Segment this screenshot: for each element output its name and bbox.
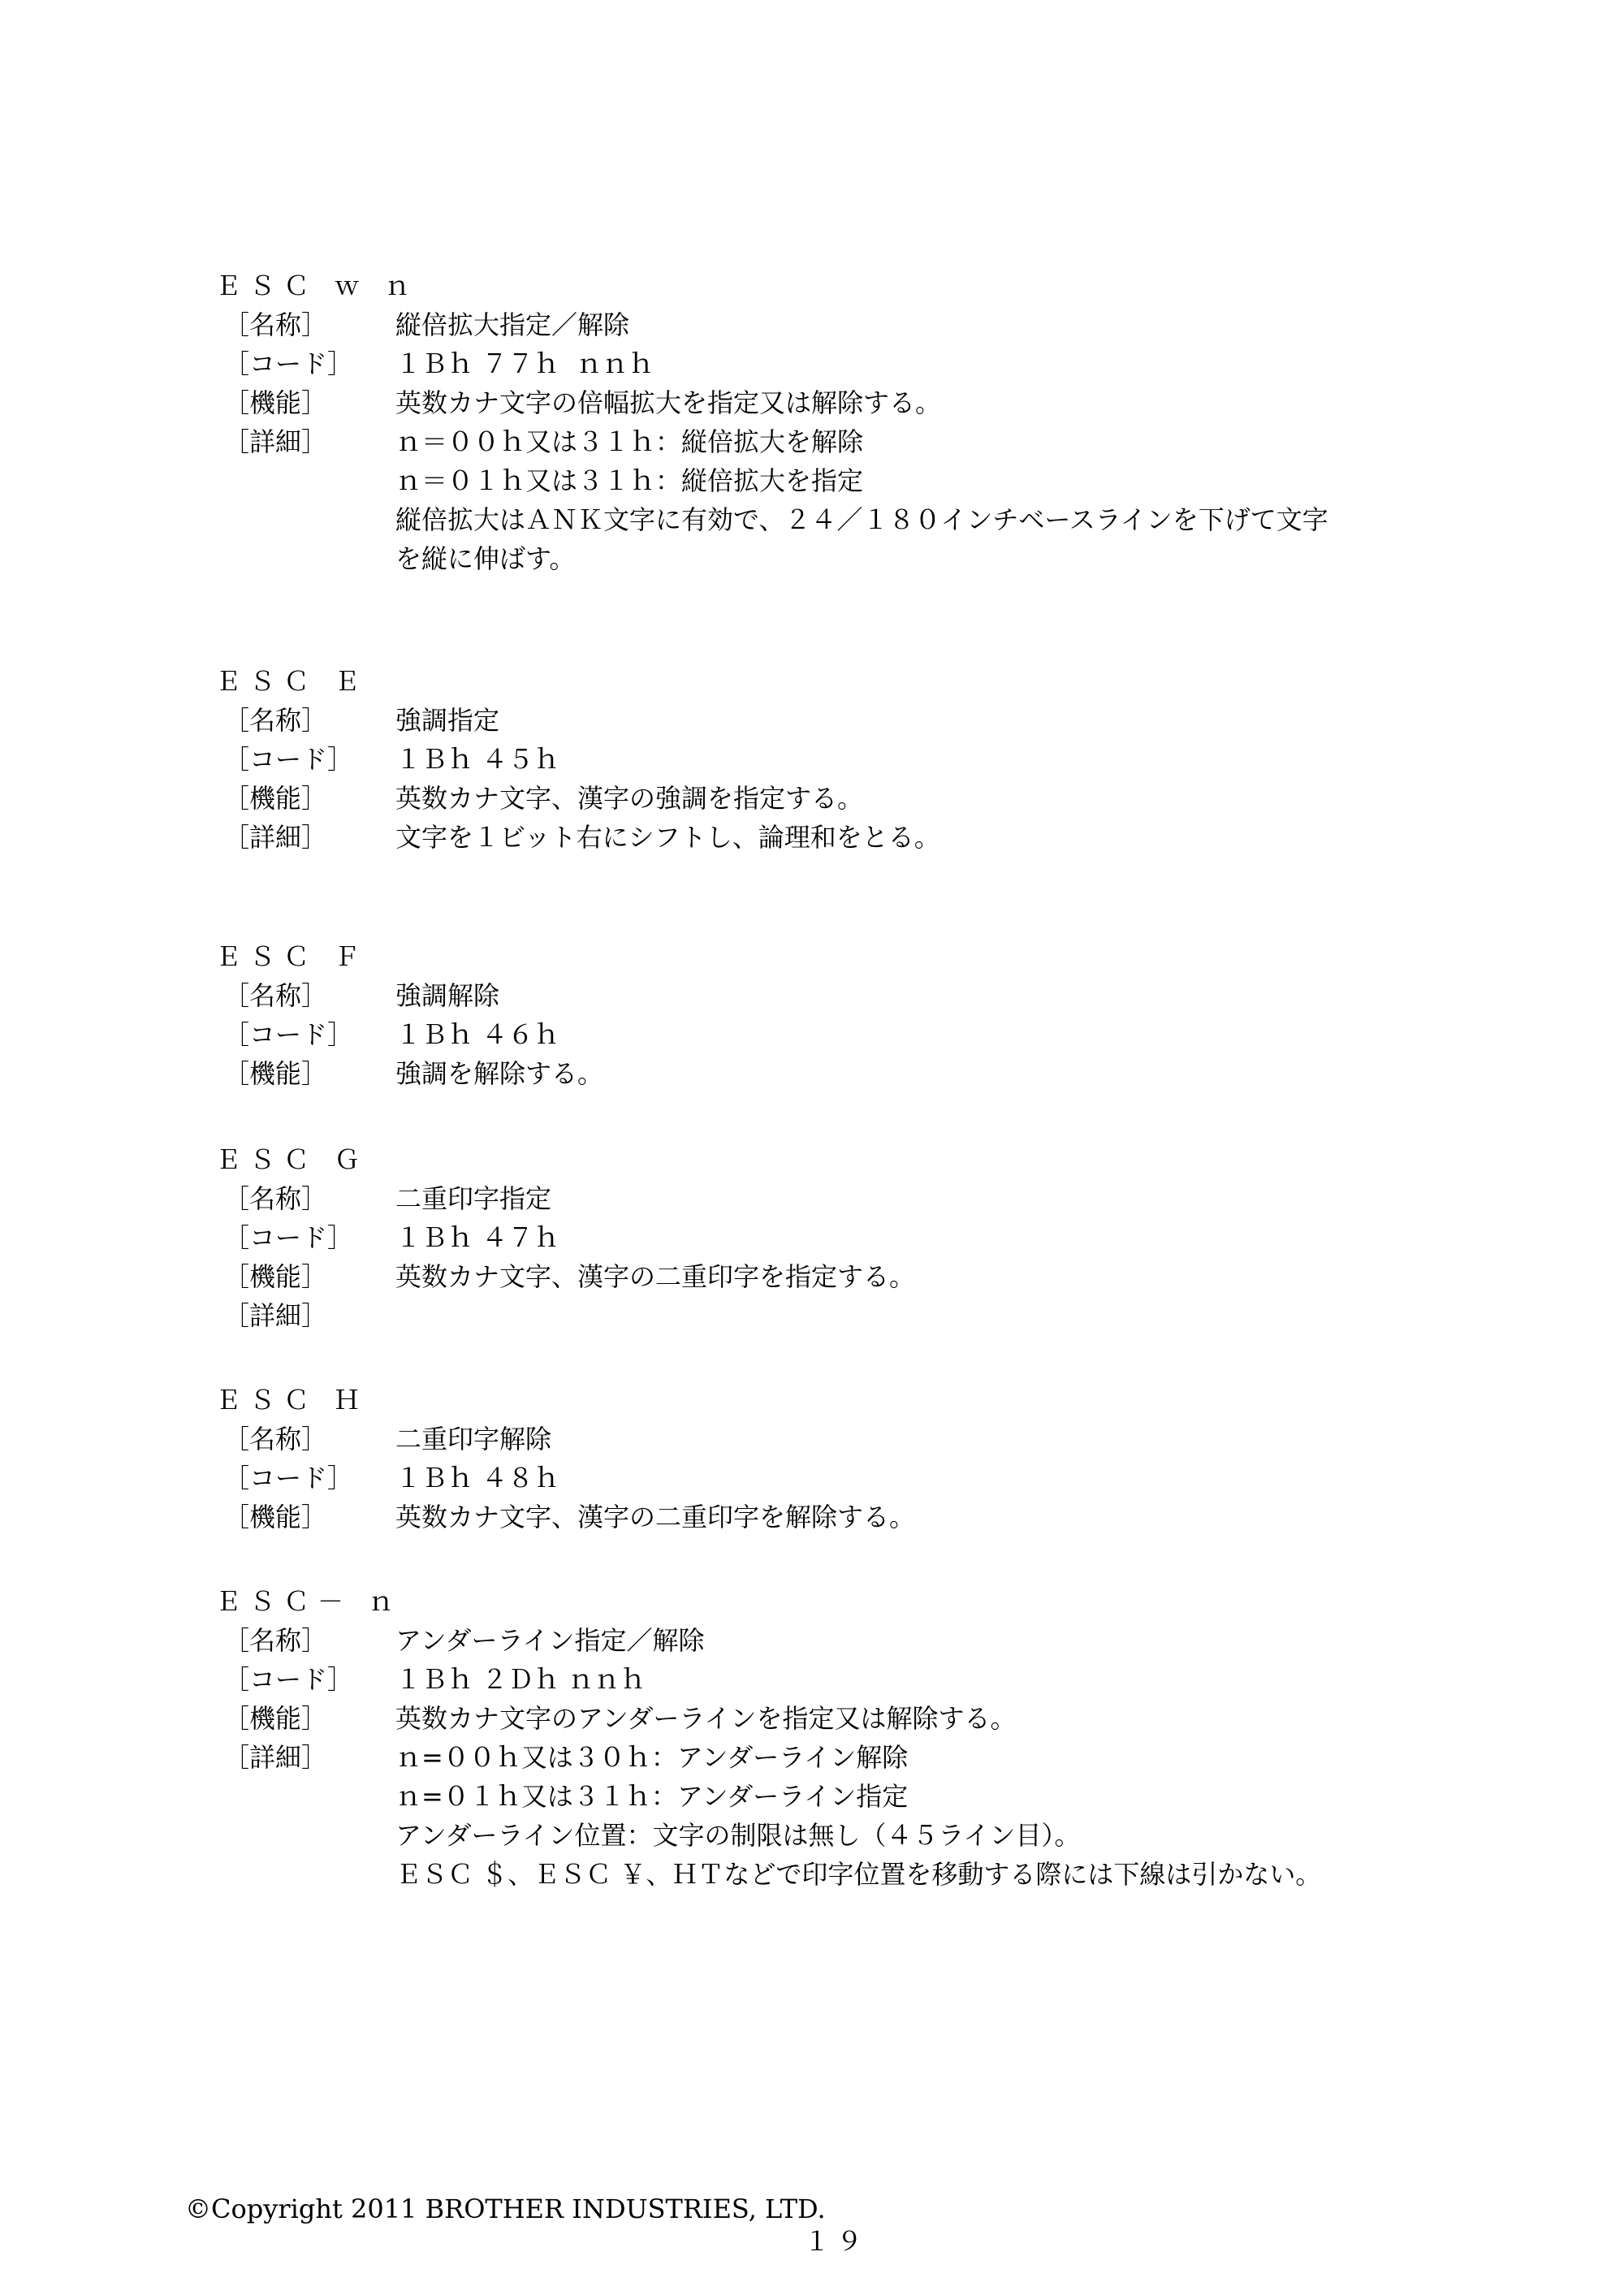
name-row [215,1179,1514,1218]
row-value: １Ｂｈ ２Ｄｈ ｎｎｈ [395,1664,646,1695]
detail-row [215,1296,1514,1335]
command-name: ＥＳＣ Ｆ [215,941,369,972]
code-row [215,1218,1514,1257]
row-label: ［詳細］ [223,1300,328,1331]
detail-continuation: ｎ=０１ｈ又は３１ｈ：アンダーライン指定 [395,1781,909,1812]
row-label: ［名称］ [223,1625,328,1656]
row-value: 強調解除 [395,980,500,1011]
name-row [215,701,1514,740]
detail-continuation: アンダーライン位置：文字の制限は無し（４５ライン目）。 [395,1820,1081,1851]
row-label: ［名称］ [223,1183,328,1214]
command-name: ＥＳＣ ｗ ｎ [215,270,419,301]
row-label: ［機能］ [223,1703,328,1734]
row-value: １Ｂｈ ４８ｈ [395,1463,560,1493]
row-value: 英数カナ文字、漢字の強調を指定する。 [395,783,864,814]
command-section-esc-minus-n [215,1582,1514,1894]
name-row [215,1621,1514,1660]
row-value: １Ｂｈ ４６ｈ [395,1019,560,1050]
row-label: ［詳細］ [223,822,328,853]
copyright-footer: ©Copyright 2011 BROTHER INDUSTRIES, LTD. [185,2193,826,2224]
page-number: １９ [804,2226,870,2257]
command-name: ＥＳＣ－ ｎ [215,1586,403,1617]
row-value: 文字を１ビット右にシフトし、論理和をとる。 [395,822,940,853]
row-value: 英数カナ文字、漢字の二重印字を指定する。 [395,1261,916,1292]
function-row [215,779,1514,818]
function-row [215,1257,1514,1296]
command-section-esc-h [215,1381,1514,1536]
code-row [215,1015,1514,1054]
row-value: 英数カナ文字のアンダーラインを指定又は解除する。 [395,1703,1017,1734]
command-section-esc-w-n [215,266,1514,578]
row-label: ［詳細］ [223,1742,328,1773]
detail-continuation: ｎ＝０１ｈ又は３１ｈ：縦倍拡大を指定 [395,465,864,496]
row-label: ［機能］ [223,1502,328,1532]
name-row [215,1420,1514,1459]
row-value: 二重印字指定 [395,1183,552,1214]
row-label: ［機能］ [223,1058,328,1089]
detail-row [215,818,1514,857]
row-value: １Ｂｈ ４７ｈ [395,1222,560,1253]
row-value: ｎ=００ｈ又は３０ｈ：アンダーライン解除 [395,1742,909,1773]
row-label: ［コード］ [223,1222,354,1253]
row-label: ［コード］ [223,1463,354,1493]
code-row [215,344,1514,383]
detail-continuation: 縦倍拡大はＡＮＫ文字に有効で、２４／１８０インチベースラインを下げて文字 [395,504,1328,535]
command-section-esc-f [215,937,1514,1093]
row-value: 英数カナ文字の倍幅拡大を指定又は解除する。 [395,387,942,418]
detail-row [215,1738,1514,1777]
code-row [215,740,1514,779]
row-label: ［コード］ [223,744,354,775]
row-value: アンダーライン指定／解除 [395,1625,705,1656]
row-label: ［名称］ [223,705,328,736]
detail-continuation: を縦に伸ばす。 [395,543,576,574]
code-row [215,1660,1514,1699]
function-row [215,1699,1514,1738]
function-row [215,1498,1514,1536]
row-label: ［名称］ [223,980,328,1011]
row-label: ［コード］ [223,1019,354,1050]
row-label: ［名称］ [223,1424,328,1454]
row-label: ［機能］ [223,783,328,814]
row-value: ｎ＝００ｈ又は３１ｈ：縦倍拡大を解除 [395,426,864,457]
function-row [215,383,1514,422]
row-value: 強調指定 [395,705,500,736]
row-value: 縦倍拡大指定／解除 [395,309,630,340]
command-section-esc-g [215,1140,1514,1335]
command-name: ＥＳＣ Ｇ [215,1144,369,1175]
name-row [215,305,1514,344]
row-value: 強調を解除する。 [395,1058,604,1089]
function-row [215,1054,1514,1093]
row-label: ［名称］ [223,309,328,340]
command-name: ＥＳＣ Ｅ [215,666,369,697]
row-label: ［機能］ [223,1261,328,1292]
row-value: １Ｂｈ ７７ｈ ｎｎｈ [395,348,654,379]
row-label: ［コード］ [223,1664,354,1695]
row-label: ［詳細］ [223,426,328,457]
command-name: ＥＳＣ Ｈ [215,1385,369,1415]
command-section-esc-e [215,662,1514,857]
row-label: ［機能］ [223,387,328,418]
name-row [215,976,1514,1015]
detail-row [215,422,1514,461]
detail-continuation: ＥＳＣ ＄、ＥＳＣ ￥、ＨＴなどで印字位置を移動する際には下線は引かない。 [395,1859,1322,1890]
row-value: 英数カナ文字、漢字の二重印字を解除する。 [395,1502,916,1532]
row-value: １Ｂｈ ４５ｈ [395,744,560,775]
row-value: 二重印字解除 [395,1424,552,1454]
row-label: ［コード］ [223,348,354,379]
code-row [215,1459,1514,1498]
